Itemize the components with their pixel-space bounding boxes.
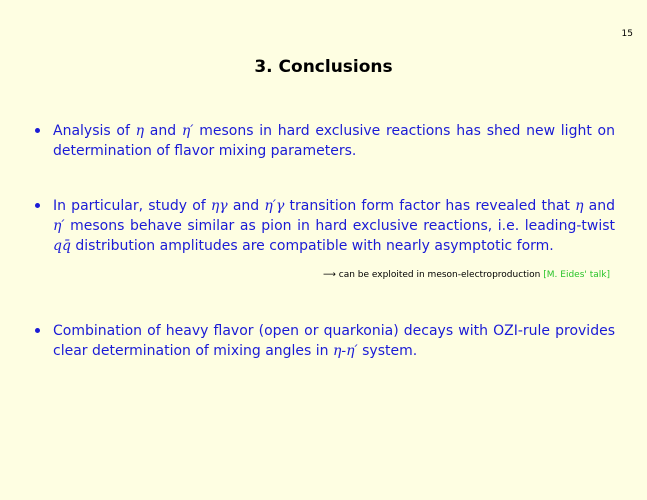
note-text: can be exploited in meson-electroproduction xyxy=(335,270,544,280)
slide-title: 3. Conclusions xyxy=(254,57,393,77)
bullet-text: Combination of heavy flavor (open or quarkonia) decays with OZI-rule provides clear determination of mixing angles in η-η′ system. xyxy=(53,323,615,359)
bullet-item-heavy-flavor xyxy=(35,321,615,361)
math-eta-gamma: ηγ xyxy=(210,198,228,214)
bullet-dot-icon xyxy=(35,128,40,133)
bullet-text: In particular, study of ηγ and η′γ transition form factor has revealed that η and η′ mesons behave similar as pion in hard exclusive reactions, i.e. leading-twist qq̄ distribution amplitudes are compatible with nearly asymptotic form. xyxy=(53,198,615,254)
page-number: 15 xyxy=(621,29,633,39)
reference-link: [M. Eides' talk] xyxy=(543,270,610,280)
math-q-qbar: qq̄ xyxy=(53,238,71,254)
arrow-icon: ⟶ xyxy=(323,270,336,280)
math-eta-prime: η′ xyxy=(181,123,194,139)
math-eta: η xyxy=(575,198,584,214)
bullet-item-transition-form-factor xyxy=(35,196,615,256)
bullet-dot-icon xyxy=(35,328,40,333)
bullet-item-analysis xyxy=(35,121,615,161)
bullet-text: Analysis of η and η′ mesons in hard exclusive reactions has shed new light on determination of flavor mixing parameters. xyxy=(53,123,615,159)
side-note xyxy=(323,270,610,280)
math-eta-eta-prime: η-η′ xyxy=(333,343,358,359)
math-eta-prime: η′ xyxy=(53,218,65,234)
math-eta-prime-gamma: η′γ xyxy=(264,198,285,214)
bullet-dot-icon xyxy=(35,203,40,208)
math-eta: η xyxy=(135,123,145,139)
